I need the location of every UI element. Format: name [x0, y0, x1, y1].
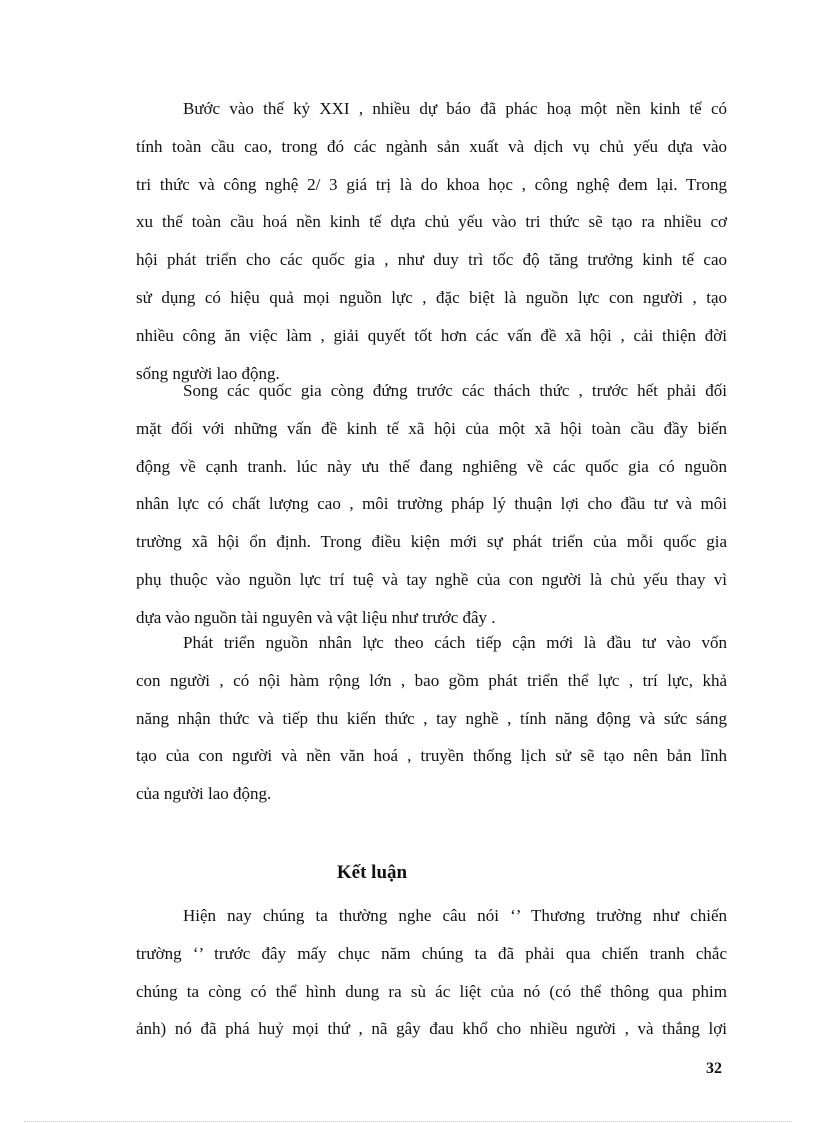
- text-line: nhân lực có chất lượng cao , môi trường pháp lý thuận lợi cho đầu tư và môi: [136, 494, 727, 514]
- text-line: tri thức và công nghệ 2/ 3 giá trị là do khoa học , công nghệ đem lại. Trong: [136, 174, 727, 194]
- text-line: dựa vào nguồn tài nguyên và vật liệu như trước đây .: [136, 607, 496, 627]
- text-line: tạo của con người và nền văn hoá , truyền thống lịch sử sẽ tạo nên bản lĩnh: [136, 746, 727, 766]
- section-heading: Kết luận: [336, 861, 408, 883]
- paragraph-4: [136, 897, 727, 1048]
- paragraph-1: [136, 90, 727, 392]
- text-line: Song các quốc gia còng đứng trước các thách thức , trước hết phải đối: [183, 381, 727, 400]
- paragraph-2: [136, 372, 727, 637]
- text-line: Hiện nay chúng ta thường nghe câu nói ‘’ Thương trường như chiến: [183, 906, 727, 925]
- text-line: con người , có nội hàm rộng lớn , bao gồm phát triển thể lực , trí lực, khả: [136, 670, 727, 690]
- text-line: sử dụng có hiệu quả mọi nguồn lực , đặc biệt là nguồn lực con người , tạo: [136, 287, 727, 307]
- text-line: động về cạnh tranh. lúc này ưu thế đang nghiêng về các quốc gia có nguồn: [136, 456, 727, 476]
- text-line: chúng ta còng có thể hình dung ra sù ác liệt của nó (có thể thông qua phim: [136, 981, 727, 1001]
- page-bottom-divider: [24, 1121, 792, 1122]
- paragraph-3: [136, 624, 727, 813]
- text-line: mặt đối với những vấn đề kinh tế xã hội của một xã hội toàn cầu đầy biến: [136, 418, 727, 438]
- text-line: phụ thuộc vào nguồn lực trí tuệ và tay nghề của con người là chủ yếu thay vì: [136, 569, 727, 589]
- text-line: tính toàn cầu cao, trong đó các ngành sản xuất và dịch vụ chủ yếu dựa vào: [136, 136, 727, 156]
- page-number: 32: [706, 1060, 722, 1077]
- text-line: nhiều công ăn việc làm , giải quyết tốt hơn các vấn đề xã hội , cải thiện đời: [136, 325, 727, 345]
- text-line: sống người lao động.: [136, 363, 280, 383]
- text-line: của người lao động.: [136, 784, 272, 804]
- text-line: năng nhận thức và tiếp thu kiến thức , tay nghề , tính năng động và sức sáng: [136, 708, 727, 728]
- text-line: Phát triển nguồn nhân lực theo cách tiếp cận mới là đầu tư vào vốn: [183, 633, 727, 652]
- text-line: Bước vào thế kỷ XXI , nhiều dự báo đã phác hoạ một nền kinh tế có: [183, 99, 727, 118]
- text-line: hội phát triển cho các quốc gia , như duy trì tốc độ tăng trưởng kinh tế cao: [136, 250, 727, 270]
- text-line: trường xã hội ổn định. Trong điều kiện mới sự phát triển của mỗi quốc gia: [136, 532, 727, 552]
- text-line: trường ‘’ trước đây mấy chục năm chúng ta đã phải qua chiến tranh chắc: [136, 943, 727, 963]
- text-line: ảnh) nó đã phá huỷ mọi thứ , nã gây đau khổ cho nhiều người , và thắng lợi: [136, 1019, 727, 1039]
- text-line: xu thế toàn cầu hoá nền kinh tế dựa chủ yếu vào tri thức sẽ tạo ra nhiều cơ: [136, 212, 727, 232]
